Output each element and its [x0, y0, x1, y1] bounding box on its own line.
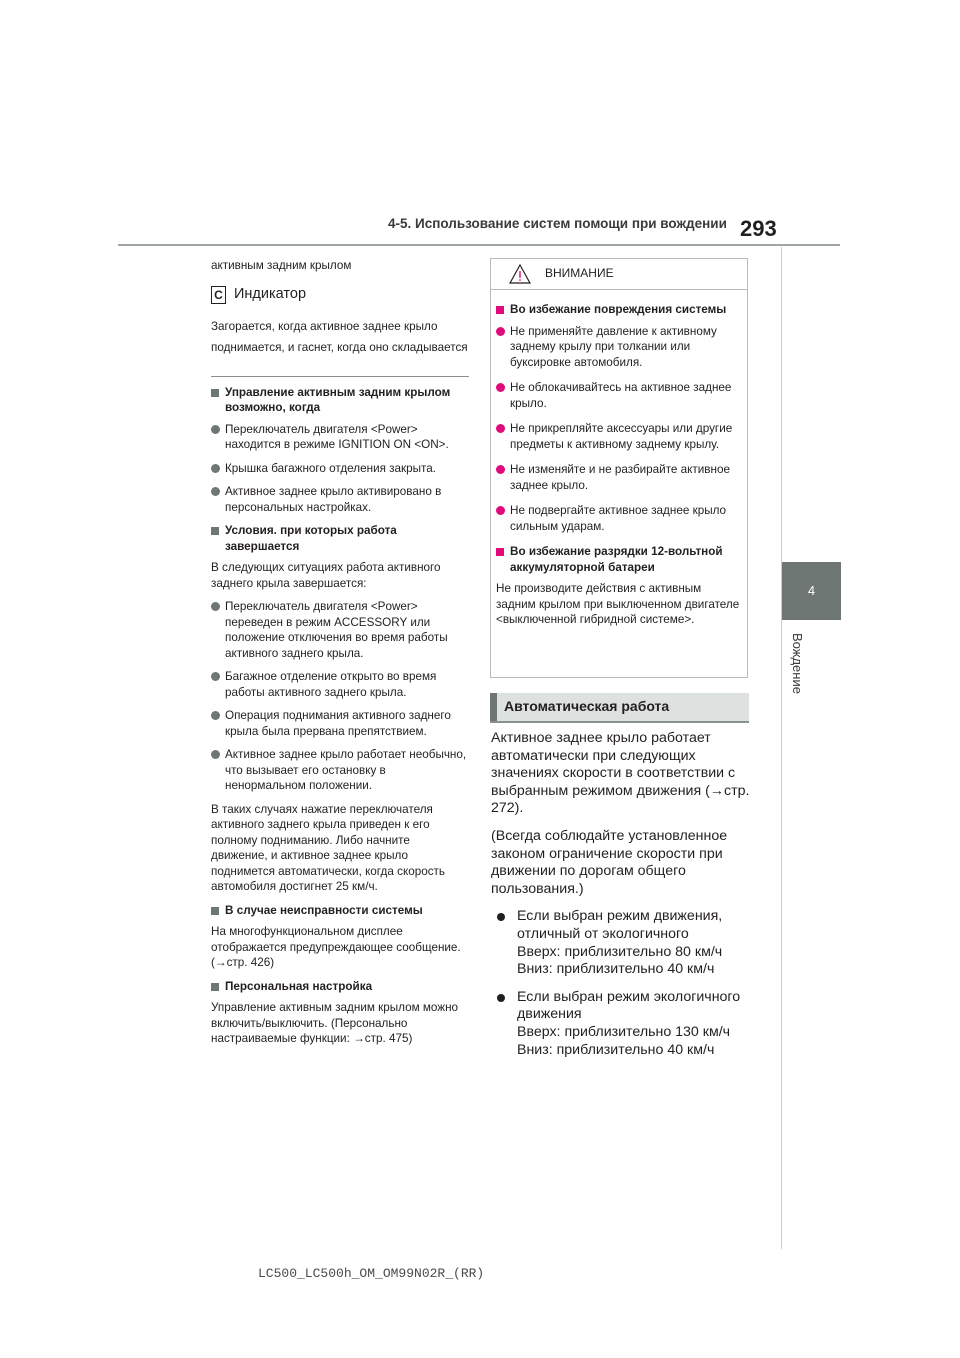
- warning-title: ВНИМАНИЕ: [545, 266, 614, 281]
- header-divider: [118, 244, 840, 246]
- square-bullet-icon: [211, 983, 219, 991]
- bullet-dot-icon: [211, 672, 220, 681]
- bullet-dot-icon: [211, 711, 220, 720]
- subsection-heading: Во избежание повреждения системы: [496, 302, 741, 318]
- paragraph: Управление активным задним крылом можно включить/выключить. (Персонально настраиваемые функции: →стр. 475): [211, 1001, 459, 1045]
- paragraph: Активное заднее крыло работает автоматически при следующих значениях скорости в соответствии с выбранным режимом движения (→стр. 272).: [491, 730, 750, 817]
- warning-triangle-icon: [509, 264, 531, 284]
- list-item: Не прикрепляйте аксессуары или другие предметы к активному заднему крылу.: [496, 421, 741, 452]
- bullet-dot-icon: [496, 506, 505, 515]
- bullet-dot-icon: [497, 913, 505, 921]
- bullet-dot-icon: [211, 487, 220, 496]
- list-item: Если выбран режим движения, отличный от экологичного Вверх: приблизительно 80 км/ч Вниз: приблизительно 40 км/ч: [491, 908, 753, 978]
- list-item: Не применяйте давление к активному заднему крылу при толкании или буксировке автомобиля.: [496, 324, 741, 371]
- section-heading: [490, 693, 749, 723]
- subsection-heading: Во избежание разрядки 12-вольтной аккумуляторной батареи: [496, 544, 741, 575]
- chapter-tab[interactable]: 4: [782, 562, 841, 620]
- indicator-description: Загорается, когда активное заднее крыло поднимается, и гаснет, когда оно складывается: [211, 319, 468, 354]
- list-item: Активное заднее крыло работает необычно, что вызывает его остановку в ненормальном положении.: [211, 747, 469, 794]
- subsection-heading: Условия. при которых работа завершается: [211, 523, 469, 554]
- bullet-dot-icon: [496, 424, 505, 433]
- list-item: Крышка багажного отделения закрыта.: [211, 461, 469, 477]
- list-item: Переключатель двигателя <Power> переведен в режим ACCESSORY или положение отключения во время работы активного заднего крыла.: [211, 599, 469, 661]
- section-title: Автоматическая работа: [504, 698, 670, 714]
- divider: [211, 376, 469, 377]
- side-divider: [781, 247, 782, 1249]
- intro-text: активным задним крылом: [211, 259, 352, 272]
- bullet-dot-icon: [497, 994, 505, 1002]
- callout-letter: C: [211, 286, 226, 304]
- bullet-dot-icon: [211, 425, 220, 434]
- bullet-dot-icon: [211, 464, 220, 473]
- page-number: 293: [740, 216, 777, 241]
- footer-code: LC500_LC500h_OM_OM99N02R_(RR): [258, 1266, 485, 1281]
- subsection-heading: Управление активным задним крылом возможно, когда: [211, 385, 469, 416]
- list-item: Операция поднимания активного заднего крыла была прервана препятствием.: [211, 708, 469, 739]
- list-item: Если выбран режим экологичного движения Вверх: приблизительно 130 км/ч Вниз: приблизительно 40 км/ч: [491, 989, 753, 1059]
- subsection-heading: Персональная настройка: [211, 979, 469, 995]
- paragraph: (Всегда соблюдайте установленное законом ограничение скорости при движении по дорогам общего пользования.): [491, 827, 728, 897]
- bullet-dot-icon: [496, 327, 505, 336]
- warning-body: [491, 290, 747, 628]
- right-column: [491, 730, 753, 1069]
- indicator-label: Индикатор: [234, 285, 307, 302]
- list-item: Не изменяйте и не разбирайте активное заднее крыло.: [496, 462, 741, 493]
- bullet-dot-icon: [496, 465, 505, 474]
- square-bullet-icon: [496, 548, 504, 556]
- paragraph: В следующих ситуациях работа активного заднего крыла завершается:: [211, 561, 441, 590]
- list-item: Переключатель двигателя <Power> находится в режиме IGNITION ON <ON>.: [211, 422, 469, 453]
- paragraph: Не производите действия с активным задним крылом при выключенном двигателе <выключенной гибридной системе>.: [496, 582, 740, 626]
- chapter-label: Вождение: [790, 633, 805, 694]
- square-bullet-icon: [211, 907, 219, 915]
- list-item: Не подвергайте активное заднее крыло сильным ударам.: [496, 503, 741, 534]
- bullet-dot-icon: [496, 383, 505, 392]
- left-column: [211, 258, 469, 1055]
- subsection-heading: В случае неисправности системы: [211, 903, 469, 919]
- warning-box: [490, 258, 748, 678]
- section-header: 4-5. Использование систем помощи при вождении: [388, 216, 727, 231]
- paragraph: В таких случаях нажатие переключателя активного заднего крыла приведен к его полному подниманию. Либо начните движение, и активное заднее крыло поднимется автоматически, когда скорость автомобиля достигнет 25 км/ч.: [211, 802, 445, 893]
- square-bullet-icon: [211, 527, 219, 535]
- paragraph: На многофункциональном дисплее отображается предупреждающее сообщение. (→стр. 426): [211, 925, 461, 969]
- list-item: Активное заднее крыло активировано в персональных настройках.: [211, 484, 469, 515]
- bullet-dot-icon: [211, 602, 220, 611]
- bullet-dot-icon: [211, 750, 220, 759]
- square-bullet-icon: [496, 306, 504, 314]
- heading-accent-bar: [490, 693, 497, 721]
- warning-header: [491, 259, 747, 290]
- list-item: Не облокачивайтесь на активное заднее крыло.: [496, 380, 741, 411]
- indicator-row: [211, 286, 469, 304]
- square-bullet-icon: [211, 389, 219, 397]
- list-item: Багажное отделение открыто во время работы активного заднего крыла.: [211, 669, 469, 700]
